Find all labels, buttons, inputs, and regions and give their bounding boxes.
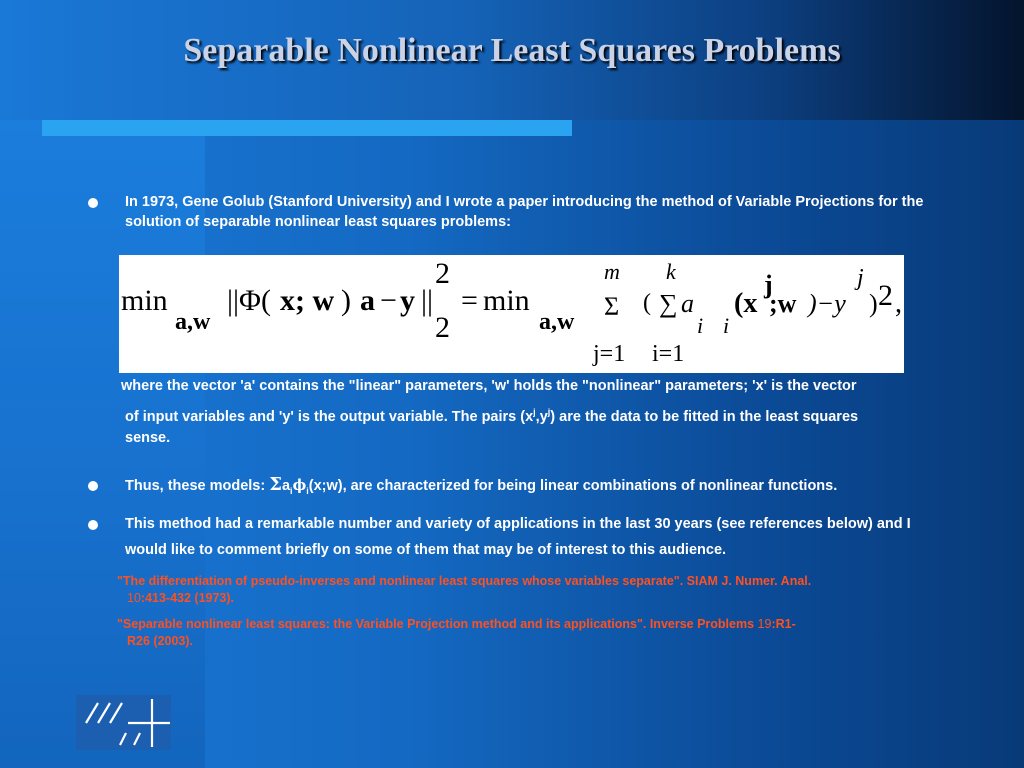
formula-sup-2b: 2 [878,279,893,312]
formula-sub-i2: i [723,313,730,338]
bullet-2-sub-i2: i [306,485,309,496]
formula-close-paren: ) [341,284,351,317]
reference-2 [117,616,997,650]
bullet-2-post: (x;w), are characterized for being linear combinations of nonlinear functions. [308,478,838,494]
reference-1-volume: 10 [127,591,141,605]
where-sup-j-2: j [547,407,551,417]
logo-graphic [76,695,171,750]
bullet-2-pre: Thus, these models: [125,478,270,494]
formula-comma: , [895,288,902,319]
formula-a-i: a [681,289,694,318]
formula-sum2-bottom: i=1 [652,341,685,367]
bullet-1-text: In 1973, Gene Golub (Stanford University) and I wrote a paper introducing the method of Variable Projections for the solution of separable nonlinear least squares problems: [125,194,924,230]
reference-1 [117,573,997,607]
reference-1-pages: :413-432 (1973). [140,591,235,605]
institution-logo [76,695,171,750]
where-line-2-pre: of input variables and 'y' is the output variable. The pairs (x [125,408,534,425]
formula-sub-aw-1: a,w [175,309,211,335]
bullet-dot-3 [88,520,98,530]
accent-bar [42,120,572,136]
where-sup-j-1: j [533,407,536,417]
formula-a: a [360,284,375,317]
formula-sum1-bottom: j=1 [593,341,626,367]
formula-open-paren: ( [643,290,651,316]
formula-equals: = [461,284,478,317]
slide-title: Separable Nonlinear Least Squares Problems [183,32,841,69]
formula-sub-2: 2 [435,311,450,344]
where-line-2-post: ) are the data to be fitted in the least squares [550,408,859,425]
bullet-3-text: This method had a remarkable number and variety of applications in the last 30 years (see references below) and I would like to comment briefly on some of them that may be of interest to this audience. [125,516,911,558]
formula-x-open: (x [734,288,758,319]
formula-minus: − [380,284,397,317]
formula-sum2-top: k [666,259,676,284]
formula-sub-aw-2: a,w [539,309,575,335]
formula-norm-open: ||Φ( [227,284,271,317]
formula-sum1: Σ [604,292,620,321]
bullet-2-sub-i: i [290,485,293,496]
formula-semi-w: ;w [769,289,797,318]
formula-sum1-top: m [604,259,620,284]
formula-svg [119,255,904,373]
formula-sub-i: i [697,313,704,338]
reference-2-pages-cont: R26 (2003). [127,634,194,648]
formula-sup-j2: j [857,265,864,291]
formula-rparen-minus-y: )−y [808,289,846,318]
phi-symbol: ϕ [292,477,307,494]
bullet-2-text [125,475,1005,501]
formula-min-2: min [483,284,530,317]
formula-norm-close: || [421,284,434,317]
reference-2-pages: :R1- [771,617,796,631]
where-line-3: sense. [125,430,171,446]
formula-sum2: ∑ [659,289,678,318]
bullet-2-a: a [281,478,291,494]
where-comma-y: ,y [535,408,548,425]
formula-xw: x; w [280,284,335,317]
formula-min-1: min [121,284,168,317]
bullet-dot-1 [88,198,98,208]
formula-close-paren-2: ) [869,289,878,318]
reference-2-volume: 19 [757,617,772,631]
formula-sup-j: j [764,270,773,299]
formula-box [119,255,904,373]
sigma-symbol: Σ [269,474,282,495]
where-line-1: where the vector 'a' contains the "linear" parameters, 'w' holds the "nonlinear" parameters; 'x' is the vector [121,378,857,394]
reference-2-text: "Separable nonlinear least squares: the Variable Projection method and its applications". Inverse Problems [117,617,758,631]
bullet-dot-2 [88,481,98,491]
reference-1-text: "The differentiation of pseudo-inverses and nonlinear least squares whose variables separate". SIAM J. Numer. Anal. [117,574,812,588]
formula-sup-2: 2 [435,257,450,290]
formula-y: y [400,284,415,317]
